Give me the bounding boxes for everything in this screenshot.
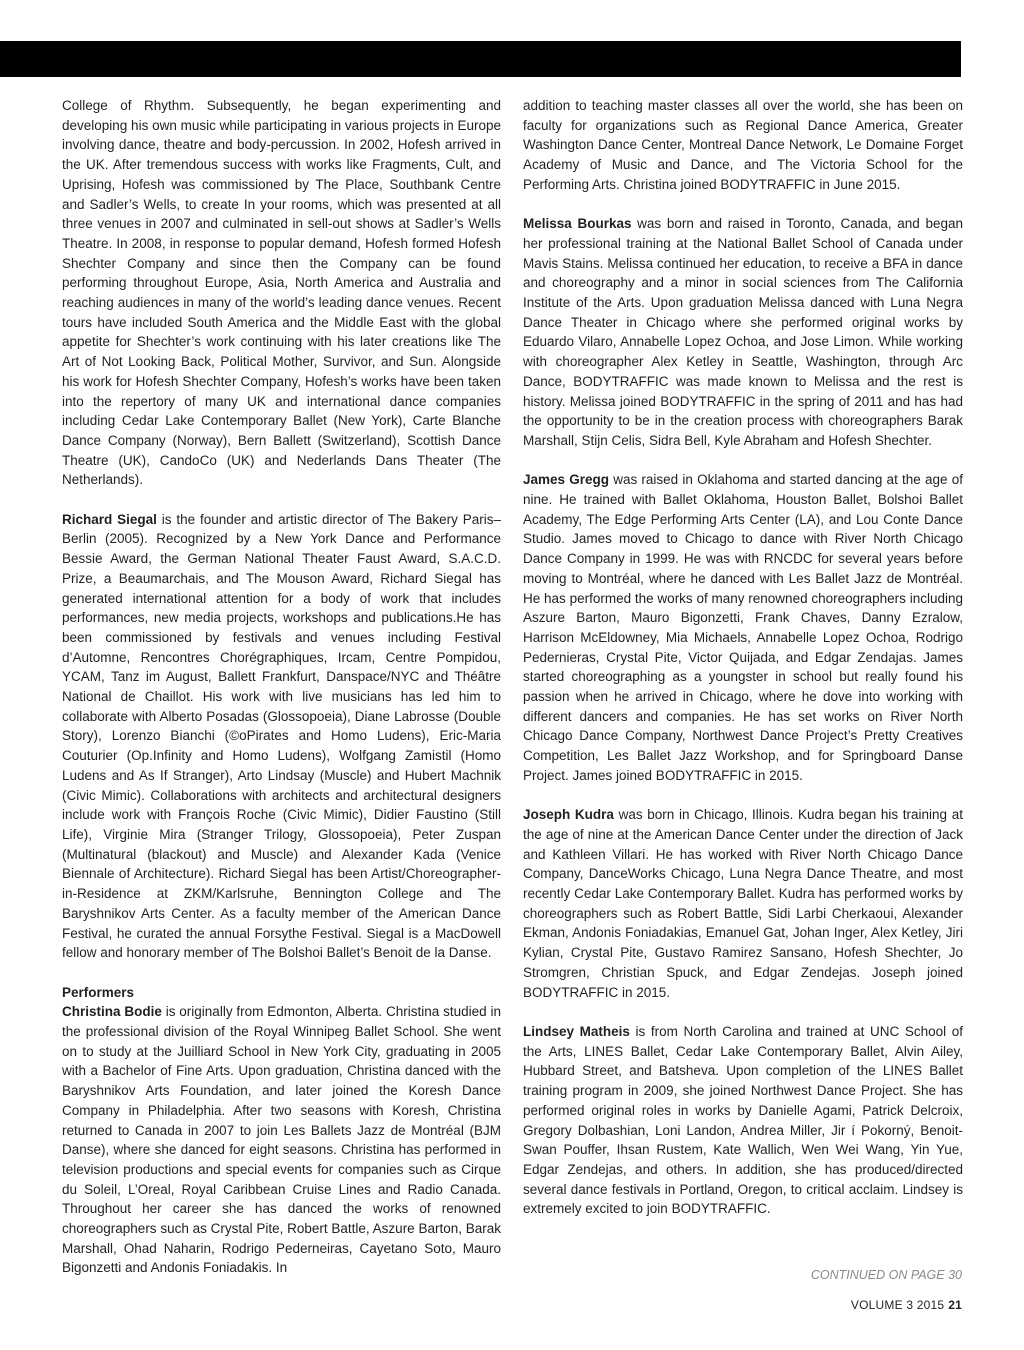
bourkas-name: Melissa Bourkas: [523, 216, 632, 232]
performers-heading: Performers: [62, 984, 135, 1000]
siegal-text: is the founder and artistic director of The Bakery Paris–Berlin (2005). Recognized by a New York Dance and Performance Bessie Award, the German National Theater Faust Award, S.A.C.D. Prize, a Beaumarchais, and The Mouson Award, Richard Siegal has generated international attention for a body of work that includes performances, new media projects, workshops and publications.He has been commissioned by festivals and venues including Festival d’Automne, Rencontres Chorégraphiques, Ircam, Centre Pompidou, YCAM, Tanz im August, Ballett Frankfurt, Danspace/NYC and Théâtre National de Chaillot. His work with live musicians has led him to collaborate with Alberto Posadas (Glossopoeia), Diane Labrosse (Double Story), Lorenzo Bianchi (©oPirates and Homo Ludens), Eric-Maria Couturier (Op.Infinity and Homo Ludens), Wolfgang Zamistil (Homo Ludens and As If Stranger), Arto Lindsay (Muscle) and Hubert Machnik (Civic Mimic). Collaborations with architects and architectural designers include work with François Roche (Civic Mimic), Didier Faustino (Still Life), Virginie Mira (Stranger Trilogy, Glossopoeia), Peter Zuspan (Multinatural (blackout) and Muscle) and Alexander Kada (Venice Biennale of Architecture). Richard Siegal has been Artist/Choreographer-in-Residence at ZKM/Karlsruhe, Bennington College and The Baryshnikov Arts Center. As a faculty member of the American Dance Festival, he curated the annual Forsythe Festival. Siegal is a MacDowell fellow and honorary member of The Bolshoi Ballet’s Benoit de la Danse.: [62, 511, 501, 961]
page-folio: [851, 1298, 962, 1312]
kudra-name: Joseph Kudra: [523, 807, 614, 823]
siegal-bio: [62, 510, 501, 963]
bourkas-bio: [523, 214, 963, 450]
gregg-bio: [523, 470, 963, 785]
left-column: [62, 96, 501, 1298]
bodie-bio-continued: addition to teaching master classes all over the world, she has been on faculty for organizations such as Regional Dance America, Greater Washington Dance Center, Montreal Dance Network, Le Domaine Forget Academy of Music and Dance, and The Victoria School for the Performing Arts. Christina joined BODYTRAFFIC in June 2015.: [523, 98, 963, 192]
volume-label: VOLUME 3 2015: [850, 1298, 945, 1312]
kudra-text: was born in Chicago, Illinois. Kudra began his training at the age of nine at the American Dance Center under the direction of Jack and Kathleen Villari. He has worked with River North Chicago Dance Company, DanceWorks Chicago, Luna Negra Dance Theatre, and most recently Cedar Lake Contemporary Ballet. Kudra has performed works by choreographers such as Robert Battle, Sidi Larbi Cherkaoui, Alexander Ekman, Andonis Foniadakias, Emanuel Gat, Johan Inger, Alex Ketley, Jiri Kylian, Crystal Pite, Gustavo Ramirez Sansano, Hofesh Shechter, Jo Stromgren, Christian Spuck, and Edgar Zendejas. Joseph joined BODYTRAFFIC in 2015.: [523, 807, 963, 1000]
bodie-bio: [62, 1002, 501, 1278]
bodie-name: Christina Bodie: [62, 1004, 162, 1020]
matheis-text: is from North Carolina and trained at UNC School of the Arts, LINES Ballet, Cedar Lake Contemporary Ballet, Alvin Ailey, Hubbard Street, and Batsheva. Upon completion of the LINES Ballet training program in 2009, she joined Northwest Dance Project. She has performed original roles in works by Danielle Agami, Patrick Delcroix, Gregory Dolbashian, Loni Landon, Andrea Miller, Jir í Pokorný, Benoit-Swan Pouffer, Ihsan Rustem, Kate Wallich, Wen Wei Wang, Yin Yue, Edgar Zendejas, and others. In addition, she has produced/directed several dance festivals in Portland, Oregon, to critical acclaim. Lindsey is extremely excited to join BODYTRAFFIC.: [523, 1023, 964, 1217]
bourkas-text: was born and raised in Toronto, Canada, and began her professional training at the National Ballet School of Canada under Mavis Stains. Melissa continued her education, to receive a BFA in dance and choreography and a minor in social sciences from The California Institute of the Arts. Upon graduation Melissa danced with Luna Negra Dance Theater in Chicago where she performed original works by Eduardo Vilaro, Annabelle Lopez Ochoa, and Jose Limon. While working with choreographer Alex Ketley in Seattle, Washington, through Arc Dance, BODYTRAFFIC was made known to Melissa and the rest is history. Melissa joined BODYTRAFFIC in the spring of 2011 and has had the opportunity to be in the creation process with choreographers Barak Marshall, Stijn Celis, Sidra Bell, Kyle Abraham and Hofesh Shechter.: [523, 216, 963, 448]
bodie-text: is originally from Edmonton, Alberta. Christina studied in the professional division of the Royal Winnipeg Ballet School. She went on to study at the Juilliard School in New York City, graduating in 2005 with a Bachelor of Fine Arts. Upon graduation, Christina danced with the Baryshnikov Arts Foundation, and later joined the Koresh Dance Company in Philadelphia. After two seasons with Koresh, Christina returned to Canada in 2007 to join Les Ballets Jazz de Montréal (BJM Danse), where she danced for eight seasons. Christina has performed in television productions and special events for companies such as Cirque du Soleil, L’Oreal, Royal Caribbean Cruise Lines and Radio Canada. Throughout her career she has danced the works of renowned choreographers such as Crystal Pite, Robert Battle, Aszure Barton, Barak Marshall, Ohad Naharin, Rodrigo Pederneiras, Cayetano Soto, Mauro Bigonzetti and Andonis Foniadakis. In: [62, 1004, 501, 1276]
right-column: [523, 96, 963, 1239]
siegal-name: Richard Siegal: [62, 511, 157, 527]
kudra-bio: [523, 805, 963, 1002]
continued-note: CONTINUED ON PAGE 30: [810, 1268, 962, 1282]
header-bar: [0, 41, 961, 77]
gregg-name: James Gregg: [523, 472, 609, 488]
gregg-text: was raised in Oklahoma and started dancing at the age of nine. He trained with Ballet Oklahoma, Houston Ballet, Bolshoi Ballet Academy, The Edge Performing Arts Center (LA), and Lou Conte Dance Studio. James moved to Chicago to dance with River North Chicago Dance Company in 1999. He was with RNCDC for several years before moving to Montréal, where he danced with Les Ballet Jazz de Montréal. He has performed the works of many renowned choreographers including Aszure Barton, Mauro Bigonzetti, Frank Chaves, Danny Ezralow, Harrison McEldowney, Mia Michaels, Annabelle Lopez Ochoa, Rodrigo Pedernieras, Crystal Pite, Victor Quijada, and Edgar Zendajas. James started choreographing as a youngster in school but really found his passion when he arrived in Chicago, where he dove into working with different dancers and companies. He has set works on River North Chicago Dance Company, Northwest Dance Project’s Pretty Creatives Competition, Les Ballet Jazz Workshop, and for Springboard Danse Project. James joined BODYTRAFFIC in 2015.: [523, 472, 963, 783]
matheis-bio: [523, 1022, 963, 1219]
matheis-name: Lindsey Matheis: [523, 1023, 630, 1039]
shechter-bio-continued: College of Rhythm. Subsequently, he began experimenting and developing his own music while participating in various projects in Europe involving dance, theatre and body-percussion. In 2002, Hofesh arrived in the UK. After tremendous success with works like Fragments, Cult, and Uprising, Hofesh was commissioned by The Place, Southbank Centre and Sadler’s Wells, to create In your rooms, which was presented at all three venues in 2007 and culminated in sell-out shows at Sadler’s Wells Theatre. In 2008, in response to popular demand, Hofesh formed Hofesh Shechter Company and since then the Company can be found performing throughout Europe, Asia, North America and Australia and reaching audiences in many of the world’s leading dance venues. Recent tours have included South America and the Middle East with the global appetite for Shechter’s work continuing with his later creations like The Art of Not Looking Back, Political Mother, Survivor, and Sun. Alongside his work for Hofesh Shechter Company, Hofesh’s works have been taken into the repertory of many UK and international dance companies including Cedar Lake Contemporary Ballet (New York), Carte Blanche Dance Company (Norway), Bern Ballett (Switzerland), Scottish Dance Theatre (UK), CandoCo (UK) and Nederlands Dans Theater (The Netherlands).: [62, 98, 501, 488]
page-number: 21: [948, 1298, 962, 1312]
